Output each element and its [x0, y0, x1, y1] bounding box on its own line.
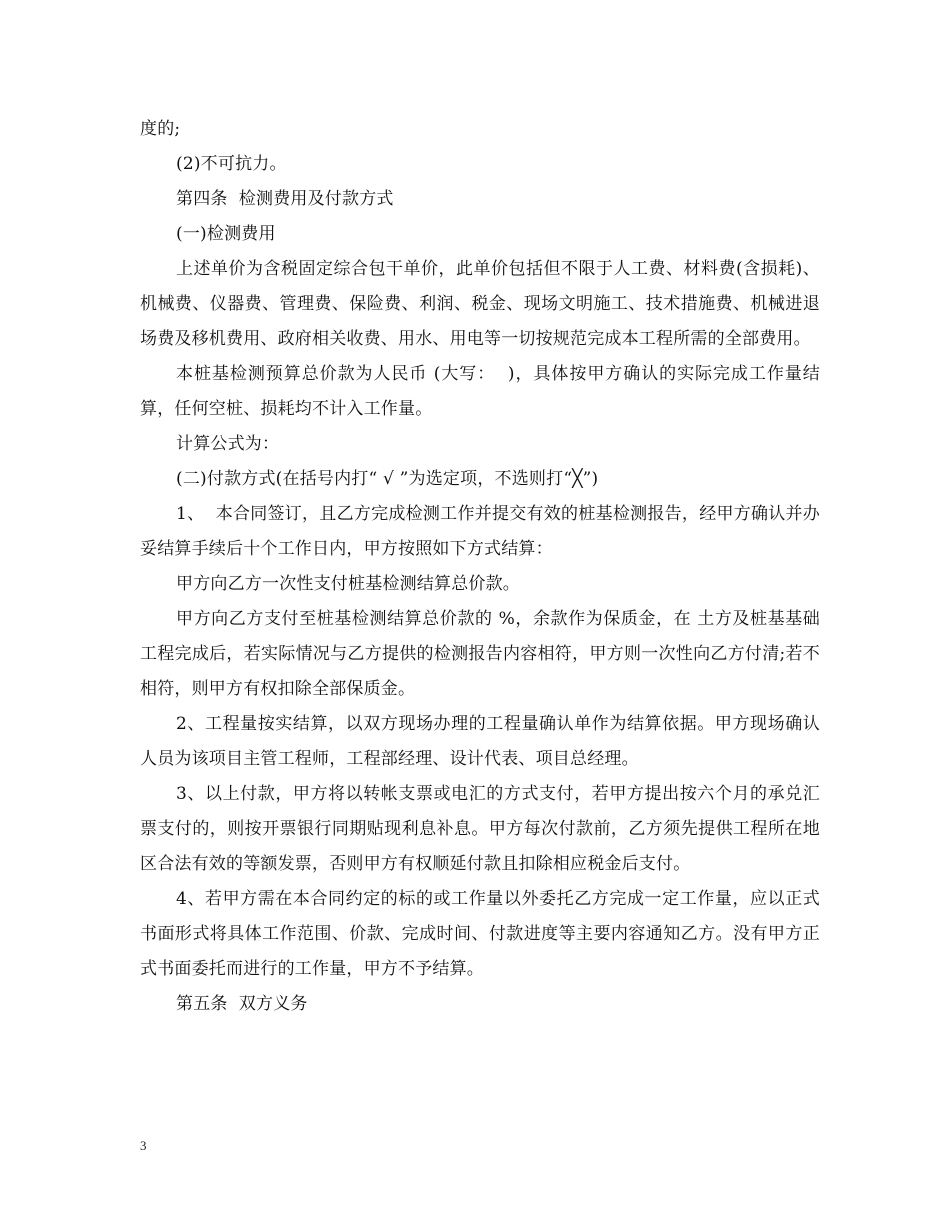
paragraph-budget-total: 本桩基检测预算总价款为人民币 (大写： )，具体按甲方确认的实际完成工作量结算，任何空桩、损耗均不计入工作量。: [140, 364, 820, 419]
paragraph-force-majeure: (2)不可抗力。: [176, 154, 287, 174]
paragraph-one-time-payment: 甲方向乙方一次性支付桩基检测结算总价款。: [176, 574, 520, 594]
paragraph-continuation: 度的;: [140, 119, 181, 139]
paragraph-payment-item-3: 3、以上付款，甲方将以转帐支票或电汇的方式支付，若甲方提出按六个月的承兑汇票支付的，则按开票银行同期贴现利息补息。甲方每次付款前，乙方须先提供工程所在地区合法有效的等额发票，否则甲方有权顺延付款且扣除相应税金后支付。: [140, 784, 820, 874]
section-payment-method-heading: (二)付款方式(在括号内打“ √ ”为选定项，不选则打“╳”): [176, 469, 599, 489]
article-five-heading: 第五条 双方义务: [176, 994, 308, 1014]
page-number: 3: [140, 1138, 147, 1153]
article-four-heading: 第四条 检测费用及付款方式: [176, 189, 394, 209]
paragraph-formula: 计算公式为：: [176, 434, 280, 454]
paragraph-payment-item-2: 2、工程量按实结算，以双方现场办理的工程量确认单作为结算依据。甲方现场确认人员为该项目主管工程师，工程部经理、设计代表、项目总经理。: [140, 714, 820, 769]
paragraph-payment-item-1: 1、 本合同签订，且乙方完成检测工作并提交有效的桩基检测报告，经甲方确认并办妥结算手续后十个工作日内，甲方按照如下方式结算：: [140, 504, 820, 559]
paragraph-payment-item-4: 4、若甲方需在本合同约定的标的或工作量以外委托乙方完成一定工作量，应以正式书面形式将具体工作范围、价款、完成时间、付款进度等主要内容通知乙方。没有甲方正式书面委托而进行的工作量，甲方不予结算。: [140, 889, 820, 979]
document-body: [140, 112, 820, 1022]
section-inspection-fees-heading: (一)检测费用: [176, 224, 276, 244]
paragraph-unit-price: 上述单价为含税固定综合包干单价，此单价包括但不限于人工费、材料费(含损耗)、机械费、仪器费、管理费、保险费、利润、税金、现场文明施工、技术措施费、机械进退场费及移机费用、政府相关收费、用水、用电等一切按规范完成本工程所需的全部费用。: [140, 259, 820, 349]
paragraph-retention-payment: 甲方向乙方支付至桩基检测结算总价款的 %，余款作为保质金，在 土方及桩基基础工程完成后，若实际情况与乙方提供的检测报告内容相符，甲方则一次性向乙方付清;若不相符，则甲方有权扣除全部保质金。: [140, 609, 820, 699]
